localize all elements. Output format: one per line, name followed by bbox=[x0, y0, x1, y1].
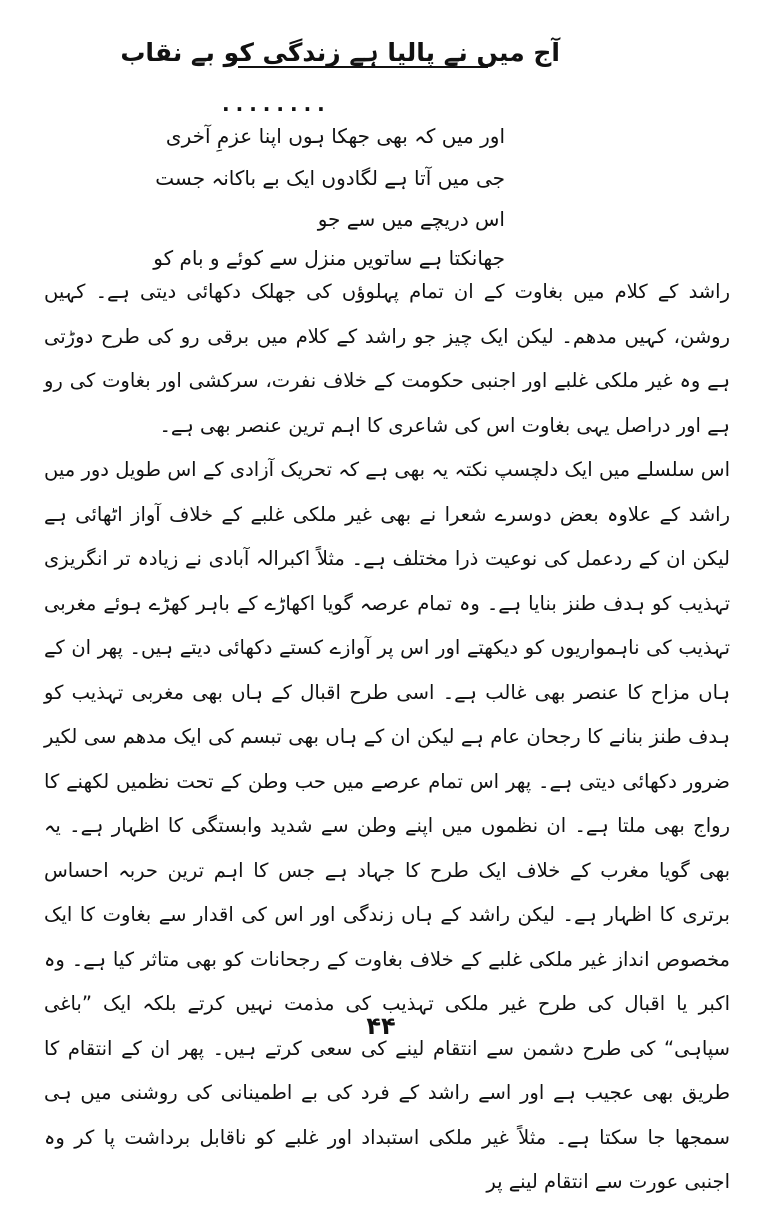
verse-line: جھانکتا ہے ساتویں منزل سے کوئے و بام کو bbox=[153, 246, 505, 270]
poem-title: آج میں نے پالیا ہے زندگی کو بے نقاب bbox=[120, 38, 560, 67]
title-underline bbox=[238, 66, 488, 68]
paragraph: راشد کے کلام میں بغاوت کے ان تمام پہلوؤں کی جھلک دکھائی دیتی ہے۔ کہیں روشن، کہیں مدھم۔ لیکن ایک چیز جو راشد کے کلام میں برقی رو کی طرح دوڑتی ہے وہ غیر ملکی غلبے اور اجنبی حکومت کے خلاف نفرت، سرکشی اور بغاوت کی رو ہے اور دراصل یہی بغاوت اس کی شاعری کا اہم ترین عنصر بھی ہے۔ bbox=[44, 280, 730, 437]
page-number: ۴۴ bbox=[366, 1012, 396, 1040]
verse-line: جی میں آتا ہے لگادوں ایک بے باکانہ جست bbox=[155, 166, 505, 190]
paragraph: اس سلسلے میں ایک دلچسپ نکتہ یہ بھی ہے کہ تحریک آزادی کے اس طویل دور میں راشد کے علاوہ بعض دوسرے شعرا نے بھی غیر ملکی غلبے کے خلاف آواز اٹھائی ہے لیکن ان کے ردعمل کی نوعیت ذرا مختلف ہے۔ مثلاً اکبرالہ آبادی نے زیادہ تر انگریزی تہذیب کو ہدف طنز بنایا ہے۔ وہ تمام عرصہ گویا اکھاڑے کے باہر کھڑے ہوئے مغربی تہذیب کی ناہمواریوں کو دیکھتے اور اس پر آوازے کستے دکھائی دیتے ہیں۔ پھر ان کے ہاں مزاح کا عنصر بھی غالب ہے۔ اسی طرح اقبال کے ہاں بھی مغربی تہذیب کو ہدف طنز بنانے کا رجحان عام ہے لیکن ان کے ہاں بھی تبسم کی ایک مدھم سی لکیر ضرور دکھائی دیتی ہے۔ پھر اس تمام عرصے میں حب وطن کے تحت نظمیں لکھنے کا رواج بھی ملتا ہے۔ ان نظموں میں اپنے وطن سے شدید وابستگی کا اظہار ہے۔ یہ بھی گویا مغرب کے خلاف ایک طرح کا جہاد ہے جس کا اہم ترین حربہ احساس برتری کا اظہار ہے۔ لیکن راشد کے ہاں زندگی اور اس کی اقدار سے بغاوت کا ایک مخصوص انداز غیر ملکی غلبے کے خلاف بغاوت کے رجحانات کو بھی متاثر کیا ہے۔ وہ اکبر یا اقبال کی طرح غیر ملکی تہذیب کی مذمت نہیں کرتے بلکہ ایک ”باغی سپاہی“ کی طرح دشمن سے انتقام لینے کی سعی کرتے ہیں۔ پھر ان کے انتقام کا طریق بھی عجیب ہے اور اسے راشد کے فرد کی بے اطمینانی کی روشنی میں ہی سمجھا جا سکتا ہے۔ مثلاً غیر ملکی استبداد اور غلبے کو ناقابل برداشت پا کر وہ اجنبی عورت سے انتقام لینے پر bbox=[44, 458, 730, 1193]
dotted-separator: ........ bbox=[222, 92, 331, 116]
verse-line: اس دریچے میں سے جو bbox=[317, 207, 505, 231]
prose-body bbox=[44, 270, 730, 1205]
verse-line: اور میں کہ بھی جھکا ہوں اپنا عزمِ آخری bbox=[165, 124, 505, 148]
